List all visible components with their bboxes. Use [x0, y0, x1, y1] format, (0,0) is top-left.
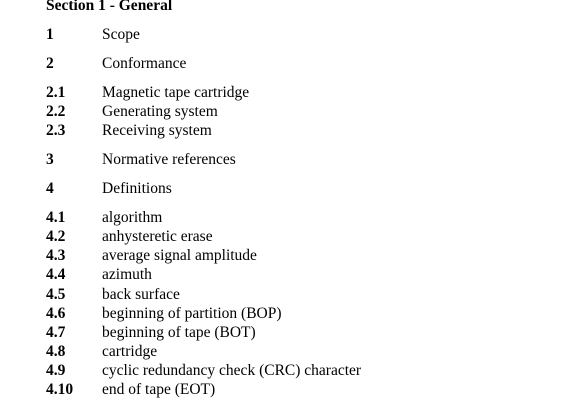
toc-entry-number: 2.2 — [46, 103, 66, 120]
toc-entry — [0, 121, 578, 140]
toc-entry-title: cyclic redundancy check (CRC) character — [102, 362, 362, 379]
toc-entry-title: average signal amplitude — [102, 247, 257, 264]
toc-entry-title: Generating system — [102, 103, 218, 120]
toc-entry — [0, 246, 578, 265]
toc-entry-title: Receiving system — [102, 122, 212, 139]
toc-entry — [0, 361, 578, 380]
toc-entry-number: 4.2 — [46, 228, 66, 245]
toc-entry-title: back surface — [102, 286, 180, 303]
toc-entry — [0, 285, 578, 304]
toc-entry — [0, 150, 578, 169]
toc-entry-title: beginning of partition (BOP) — [102, 305, 282, 322]
toc-entry-number: 4.10 — [46, 381, 74, 398]
toc-entry-title: Conformance — [102, 55, 187, 72]
toc-entry-title: end of tape (EOT) — [102, 381, 216, 398]
toc-entry — [0, 323, 578, 342]
toc-entry-number: 2 — [46, 55, 54, 72]
toc-entry — [0, 304, 578, 323]
toc-entry — [0, 54, 578, 73]
toc-entry — [0, 380, 578, 399]
toc-entry-title: cartridge — [102, 343, 158, 360]
toc-entry-title: Normative references — [102, 151, 236, 168]
toc-entry-title: anhysteretic erase — [102, 228, 213, 245]
toc-entry-number: 3 — [46, 151, 54, 168]
toc-entry-title: algorithm — [102, 209, 163, 226]
toc-entry — [0, 208, 578, 227]
toc-entry — [0, 102, 578, 121]
toc-entry — [0, 342, 578, 361]
toc-entry-title: azimuth — [102, 266, 152, 283]
toc-entry — [0, 227, 578, 246]
toc-entry — [0, 83, 578, 102]
toc-entry-number: 4.6 — [46, 305, 66, 322]
toc-entry — [0, 179, 578, 198]
toc-entry-number: 2.1 — [46, 84, 66, 101]
section-heading: Section 1 - General — [46, 0, 173, 14]
toc-entry-title: beginning of tape (BOT) — [102, 324, 256, 341]
toc-entry-title: Definitions — [102, 180, 172, 197]
toc-entry-number: 4.8 — [46, 343, 66, 360]
toc-entry — [0, 265, 578, 284]
toc-entry-title: Magnetic tape cartridge — [102, 84, 250, 101]
toc-entry-number: 2.3 — [46, 122, 66, 139]
toc-entry-number: 4.5 — [46, 286, 66, 303]
toc-entry-number: 1 — [46, 26, 54, 43]
toc-entry-number: 4.4 — [46, 266, 66, 283]
toc-entry-title: Scope — [102, 26, 140, 43]
toc-entry-number: 4.1 — [46, 209, 66, 226]
toc-entry-number: 4.3 — [46, 247, 66, 264]
toc-entry — [0, 25, 578, 44]
toc-entry-number: 4.9 — [46, 362, 66, 379]
toc-entry-number: 4.7 — [46, 324, 66, 341]
toc-entry-number: 4 — [46, 180, 54, 197]
